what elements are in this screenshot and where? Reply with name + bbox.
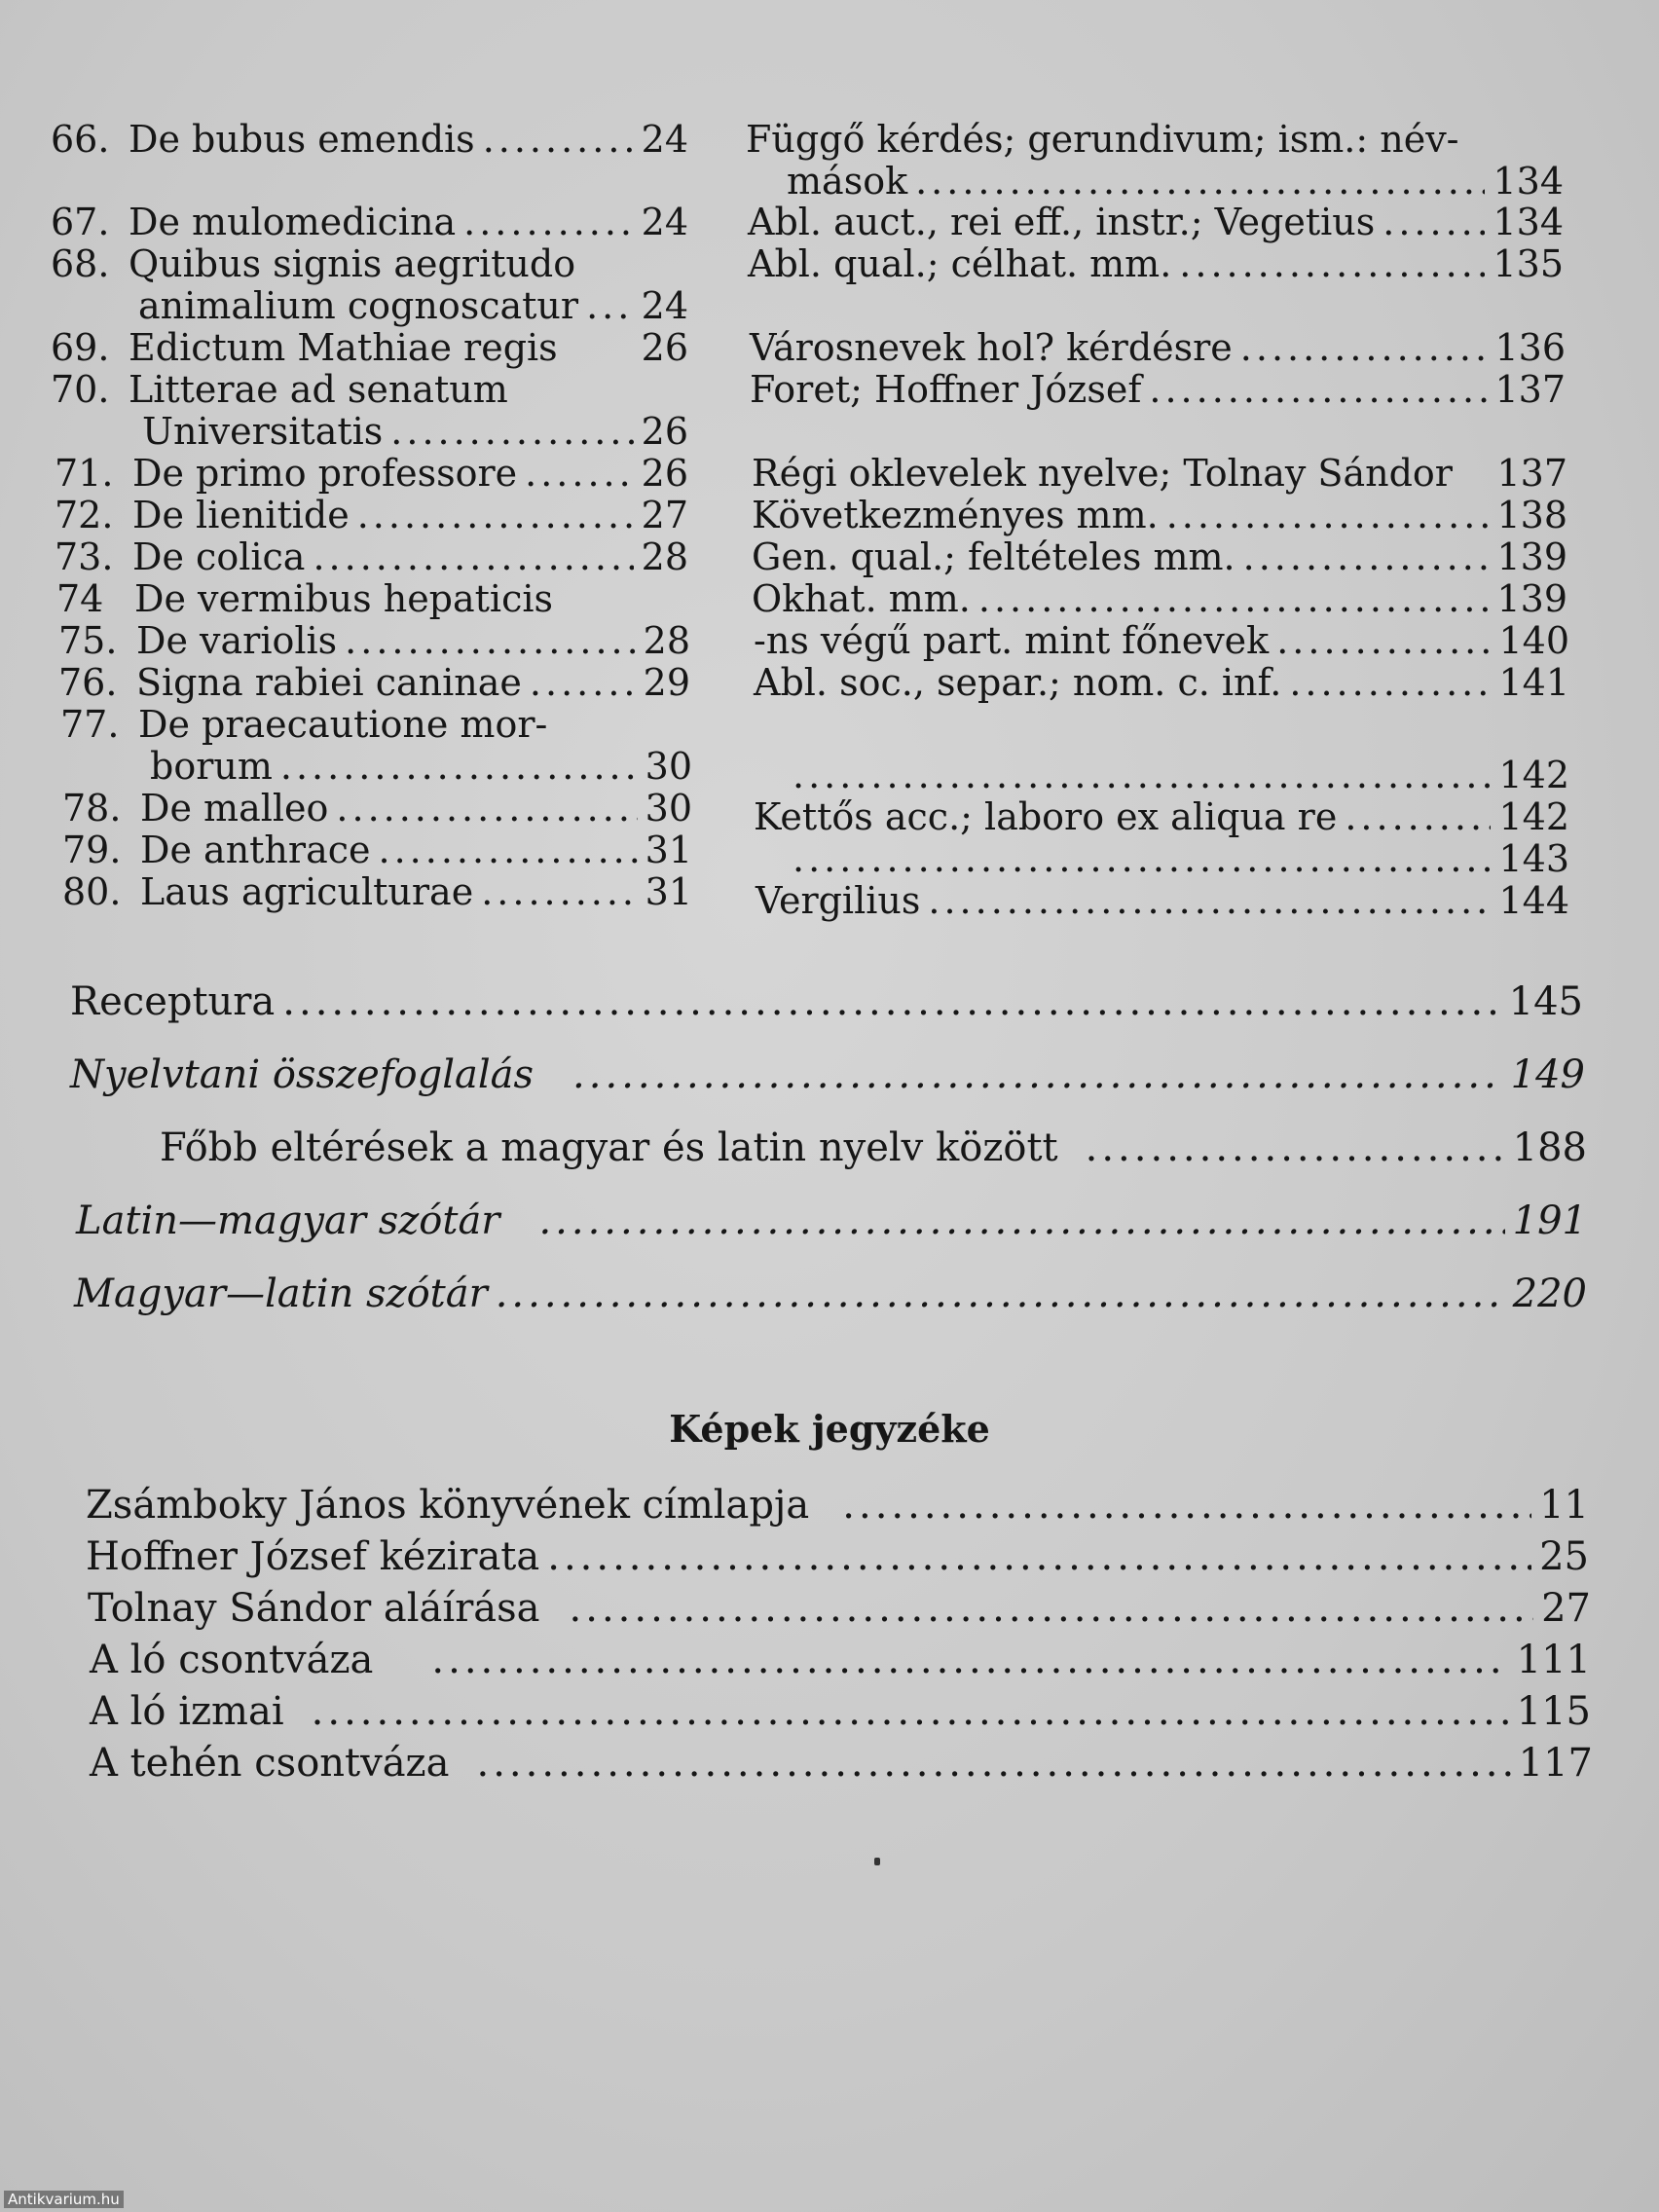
toc-entry	[58, 662, 690, 703]
image-page: 115	[1516, 1689, 1591, 1734]
section-title: Magyar—latin szótár	[74, 1272, 488, 1316]
entry-number: 74	[56, 577, 104, 620]
entry-number: 80.	[62, 870, 122, 913]
entry-title: Gen. qual.; feltételes mm.	[752, 535, 1235, 578]
toc-entry	[60, 704, 692, 745]
entry-title: Edictum Mathiae regis	[129, 326, 558, 369]
leader-dots	[336, 788, 637, 829]
entry-title: Kettős acc.; laboro ex aliqua re	[754, 795, 1338, 838]
entry-page: 137	[1496, 452, 1567, 495]
toc-entry	[785, 755, 1569, 795]
entry-number: 68.	[51, 242, 110, 285]
entry-page: 137	[1494, 368, 1566, 411]
toc-entry	[51, 243, 688, 284]
toc-entry	[58, 620, 690, 661]
entry-title: Abl. qual.; célhat. mm.	[748, 242, 1172, 285]
toc-section	[160, 1127, 1587, 1168]
section-page: 191	[1512, 1198, 1587, 1243]
entry-number: 77.	[60, 703, 120, 746]
entry-title: Signa rabiei caninae	[136, 661, 522, 704]
toc-entry	[750, 369, 1566, 410]
section-page: 145	[1508, 979, 1583, 1024]
leader-dots	[1240, 327, 1488, 368]
entry-page: 28	[641, 535, 688, 578]
entry-title: De praecautione mor-	[138, 703, 548, 746]
entry-page: 26	[641, 410, 688, 453]
toc-entry	[746, 119, 1564, 160]
toc-entry	[750, 327, 1566, 368]
leader-dots	[1086, 1127, 1505, 1168]
entry-title: Régi oklevelek nyelve; Tolnay Sándor	[752, 452, 1453, 495]
leader-dots	[538, 1200, 1504, 1241]
leader-dots	[978, 578, 1490, 619]
image-entry	[86, 1485, 1589, 1526]
entry-page: 144	[1498, 879, 1569, 922]
leader-dots	[357, 495, 634, 535]
entry-page: 135	[1493, 242, 1564, 285]
entry-title: mások	[787, 160, 908, 203]
leader-dots	[1345, 796, 1491, 837]
entry-page: 141	[1498, 661, 1569, 704]
entry-number: 69.	[51, 326, 110, 369]
toc-entry	[55, 453, 688, 494]
image-page: 111	[1516, 1638, 1591, 1682]
entry-number: 67.	[51, 201, 110, 243]
entry-title: De lienitide	[132, 494, 350, 536]
leader-dots	[280, 746, 638, 787]
entry-page: 138	[1496, 494, 1567, 536]
entry-title: Litterae ad senatum	[129, 368, 508, 411]
toc-entry	[51, 119, 688, 160]
image-page: 11	[1539, 1483, 1589, 1528]
leader-dots	[312, 1691, 1509, 1732]
entry-title: Laus agriculturae	[140, 870, 474, 913]
toc-section	[70, 1054, 1585, 1095]
entry-title: De anthrace	[140, 829, 371, 871]
entry-page: 143	[1498, 837, 1569, 880]
entry-title: Városnevek hol? kérdésre	[750, 326, 1233, 369]
leader-dots	[483, 119, 634, 160]
toc-entry	[62, 871, 692, 912]
entry-number: 72.	[55, 494, 114, 536]
image-title: Tolnay Sándor aláírása	[88, 1586, 540, 1631]
toc-entry	[60, 285, 688, 326]
toc-entry	[752, 536, 1567, 577]
leader-dots	[463, 202, 634, 242]
toc-entry	[51, 327, 688, 368]
entry-title: Vergilius	[756, 879, 921, 922]
entry-page: 142	[1498, 754, 1569, 796]
entry-title: Universitatis	[142, 410, 384, 453]
leader-dots	[282, 981, 1500, 1022]
entry-number: 76.	[58, 661, 118, 704]
entry-page: 27	[641, 494, 688, 536]
entry-number: 71.	[55, 452, 114, 495]
leader-dots	[390, 411, 633, 452]
entry-title: De variolis	[136, 619, 338, 662]
leader-dots	[345, 620, 635, 661]
entry-page: 31	[645, 870, 692, 913]
toc-entry	[51, 202, 688, 242]
image-title: Zsámboky János könyvének címlapja	[86, 1483, 810, 1528]
leader-dots	[570, 1588, 1534, 1629]
leader-dots	[547, 1536, 1531, 1577]
entry-number: 75.	[58, 619, 118, 662]
toc-entry	[787, 161, 1564, 202]
entry-number: 70.	[51, 368, 110, 411]
leader-dots	[586, 285, 634, 326]
toc-entry	[752, 495, 1567, 535]
image-entry	[90, 1743, 1593, 1784]
entry-title: De malleo	[140, 787, 329, 830]
entry-page: 134	[1493, 160, 1564, 203]
entry-page: 26	[641, 452, 688, 495]
toc-entry	[748, 202, 1564, 242]
entry-title: Függő kérdés; gerundivum; ism.: név-	[746, 118, 1459, 161]
entry-number: 73.	[55, 535, 114, 578]
leader-dots	[476, 1743, 1510, 1784]
image-title: A ló izmai	[90, 1689, 284, 1734]
leader-dots	[1166, 495, 1490, 535]
leader-dots	[1289, 662, 1491, 703]
watermark: Antikvarium.hu	[4, 2191, 124, 2208]
leader-dots	[1276, 620, 1491, 661]
image-entry	[88, 1588, 1591, 1629]
toc-section	[76, 1200, 1587, 1241]
entry-title: Okhat. mm.	[752, 577, 971, 620]
toc-entry	[56, 578, 688, 619]
entry-title: De mulomedicina	[129, 201, 457, 243]
entry-page: 31	[645, 829, 692, 871]
toc-entry	[55, 495, 688, 535]
leader-dots	[842, 1485, 1531, 1526]
toc-entry	[55, 536, 688, 577]
leader-dots	[379, 830, 638, 870]
entry-title: De primo professore	[132, 452, 518, 495]
toc-section	[70, 981, 1583, 1022]
entry-page: 136	[1494, 326, 1566, 369]
leader-dots	[928, 880, 1491, 921]
entry-title: Quibus signis aegritudo	[129, 242, 576, 285]
entry-page: 139	[1496, 535, 1567, 578]
images-list-heading: Képek jegyzéke	[669, 1407, 990, 1451]
section-title: Nyelvtani összefoglalás	[70, 1052, 535, 1097]
toc-entry	[62, 830, 692, 870]
image-title: Hoffner József kézirata	[86, 1534, 540, 1579]
toc-entry	[748, 243, 1564, 284]
entry-page: 30	[645, 745, 692, 788]
entry-title: Abl. soc., separ.; nom. c. inf.	[754, 661, 1282, 704]
leader-dots	[793, 838, 1491, 879]
entry-title: De bubus emendis	[129, 118, 475, 161]
image-entry	[86, 1536, 1589, 1577]
entry-title: Foret; Hoffner József	[750, 368, 1142, 411]
entry-title: animalium cognoscatur	[138, 284, 579, 327]
entry-page: 29	[643, 661, 690, 704]
image-entry	[90, 1640, 1591, 1680]
toc-section	[74, 1273, 1587, 1314]
section-title: Főbb eltérések a magyar és latin nyelv között	[160, 1125, 1058, 1170]
entry-number: 79.	[62, 829, 122, 871]
entry-title: Következményes mm.	[752, 494, 1159, 536]
image-page: 27	[1541, 1586, 1591, 1631]
entry-page: 24	[641, 201, 688, 243]
toc-entry	[752, 578, 1567, 619]
toc-entry	[752, 453, 1567, 494]
leader-dots	[313, 536, 633, 577]
entry-number: 78.	[62, 787, 122, 830]
leader-dots	[1382, 202, 1485, 242]
leader-dots	[525, 453, 634, 494]
leader-dots	[915, 161, 1485, 202]
entry-page: 139	[1496, 577, 1567, 620]
toc-entry	[754, 620, 1569, 661]
entry-title: Abl. auct., rei eff., instr.; Vegetius	[748, 201, 1376, 243]
ink-speck	[874, 1858, 880, 1865]
entry-page: 142	[1498, 795, 1569, 838]
toc-entry	[51, 369, 688, 410]
leader-dots	[1149, 369, 1487, 410]
toc-entry	[754, 662, 1569, 703]
toc-entry	[64, 411, 688, 452]
entry-page: 24	[641, 118, 688, 161]
image-title: A ló csontváza	[90, 1638, 374, 1682]
image-title: A tehén csontváza	[90, 1741, 450, 1786]
toc-entry	[785, 838, 1569, 879]
section-page: 220	[1512, 1272, 1587, 1316]
entry-page: 140	[1498, 619, 1569, 662]
toc-entry	[72, 746, 692, 787]
entry-title: borum	[150, 745, 273, 788]
entry-page: 30	[645, 787, 692, 830]
section-page: 188	[1512, 1125, 1587, 1170]
entry-title: De colica	[132, 535, 306, 578]
toc-entry	[756, 880, 1569, 921]
section-title: Latin—magyar szótár	[76, 1198, 500, 1243]
entry-title: -ns végű part. mint főnevek	[754, 619, 1270, 662]
entry-page: 26	[641, 326, 688, 369]
entry-number: 66.	[51, 118, 110, 161]
leader-dots	[1243, 536, 1490, 577]
leader-dots	[496, 1273, 1505, 1314]
leader-dots	[793, 755, 1491, 795]
leader-dots	[481, 871, 637, 912]
section-page: 149	[1510, 1052, 1585, 1097]
entry-page: 24	[641, 284, 688, 327]
leader-dots	[530, 662, 636, 703]
entry-page: 134	[1493, 201, 1564, 243]
entry-title: De vermibus hepaticis	[134, 577, 554, 620]
toc-entry	[754, 796, 1569, 837]
image-entry	[90, 1691, 1591, 1732]
entry-page: 28	[643, 619, 690, 662]
image-page: 117	[1518, 1741, 1593, 1786]
image-page: 25	[1539, 1534, 1589, 1579]
leader-dots	[431, 1640, 1508, 1680]
leader-dots	[1179, 243, 1485, 284]
toc-entry	[62, 788, 692, 829]
leader-dots	[572, 1054, 1503, 1095]
section-title: Receptura	[70, 979, 276, 1024]
